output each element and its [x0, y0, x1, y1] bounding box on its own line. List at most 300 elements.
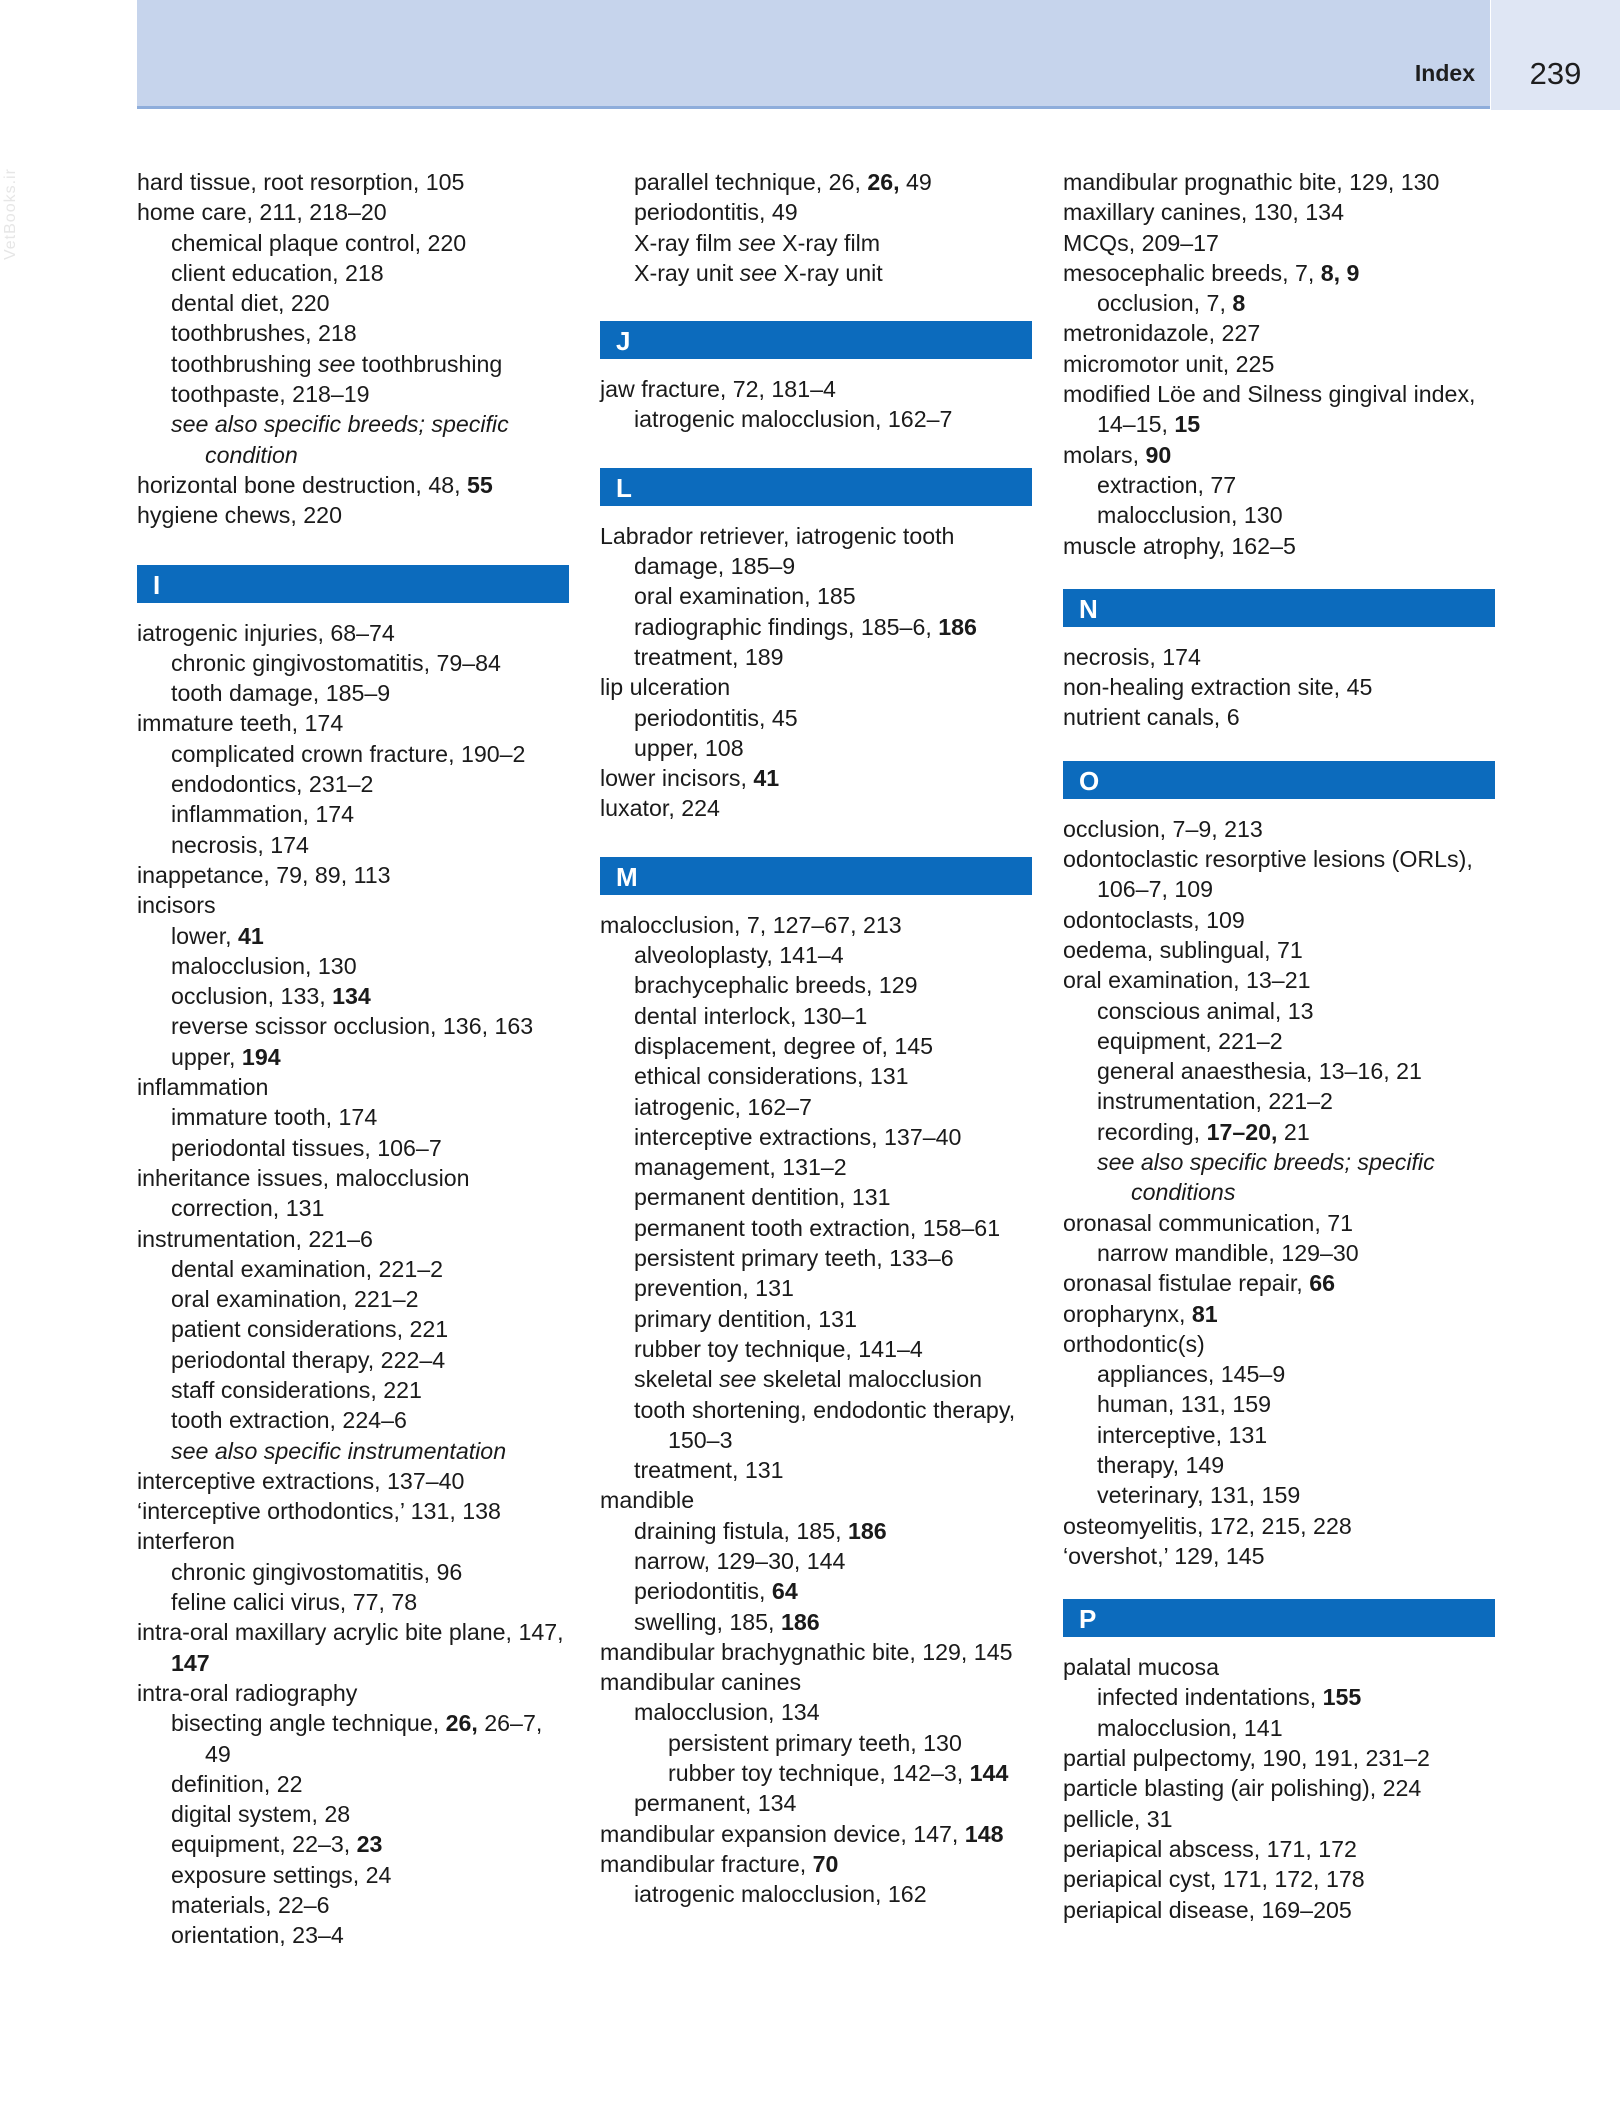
index-entry — [1063, 258, 1493, 288]
index-subentry — [137, 1920, 567, 1950]
entry-text: non-healing extraction site, 45 — [1063, 674, 1373, 701]
entry-text: rubber toy technique, 142–3, — [668, 1760, 970, 1787]
entry-text: alveoloplasty, 141–4 — [634, 942, 844, 969]
entry-text: 49 — [899, 169, 932, 195]
entry-text: 26–7, 49 — [205, 1710, 543, 1767]
entry-text: radiographic findings, 185–6, — [634, 613, 939, 640]
entry-text: patient considerations, 221 — [171, 1316, 449, 1343]
index-subentry — [1063, 1450, 1493, 1480]
entry-text: tooth extraction, 224–6 — [171, 1407, 407, 1434]
entry-text: skeletal malocclusion — [756, 1366, 982, 1393]
entry-text: rubber toy technique, 141–4 — [634, 1335, 923, 1362]
index-entry — [1063, 531, 1493, 561]
entry-text: iatrogenic injuries, 68–74 — [137, 619, 395, 646]
index-entry — [1063, 1268, 1493, 1298]
index-entry — [600, 1485, 1030, 1515]
index-subentry — [137, 1314, 567, 1344]
index-subentry — [1063, 1026, 1493, 1056]
index-column-1 — [137, 167, 567, 1951]
section-gap — [600, 824, 1030, 857]
section-gap — [600, 435, 1030, 468]
index-subentry — [600, 258, 1030, 288]
letter-heading-j: J — [600, 321, 1032, 359]
entry-text: oedema, sublingual, 71 — [1063, 936, 1303, 963]
entry-text: narrow mandible, 129–30 — [1097, 1239, 1359, 1266]
index-entry — [1063, 965, 1493, 995]
index-subentry — [137, 228, 567, 258]
cross-ref-italic: see — [739, 259, 778, 286]
index-subentry — [600, 1455, 1030, 1485]
index-entry — [1063, 1834, 1493, 1864]
entry-text: extraction, 77 — [1097, 471, 1237, 498]
index-subentry — [1063, 996, 1493, 1026]
index-entry — [137, 860, 567, 890]
section-gap — [600, 506, 1030, 521]
entry-text: therapy, 149 — [1097, 1451, 1225, 1478]
entry-text: X-ray film — [634, 229, 739, 256]
entry-text: mandibular prognathic bite, 129, 130 — [1063, 169, 1440, 195]
entry-text: ‘overshot,’ 129, 145 — [1063, 1542, 1265, 1569]
index-subentry — [600, 1182, 1030, 1212]
entry-text: equipment, 22–3, — [171, 1831, 357, 1858]
entry-text: necrosis, 174 — [1063, 643, 1201, 670]
entry-text: malocclusion, 7, 127–67, 213 — [600, 911, 902, 938]
index-subentry — [137, 830, 567, 860]
section-gap — [1063, 733, 1493, 761]
page-ref-bold: 186 — [847, 1517, 887, 1544]
entry-text: malocclusion, 130 — [1097, 502, 1283, 529]
entry-text: muscle atrophy, 162–5 — [1063, 532, 1296, 559]
entry-text: instrumentation, 221–2 — [1097, 1088, 1333, 1115]
entry-text: persistent primary teeth, 133–6 — [634, 1245, 954, 1272]
entry-text: recording, — [1097, 1118, 1207, 1145]
page-ref-bold: 70 — [812, 1850, 839, 1877]
entry-text: treatment, 189 — [634, 643, 784, 670]
entry-text: oronasal communication, 71 — [1063, 1209, 1354, 1236]
section-gap — [1063, 627, 1493, 642]
entry-text: upper, — [171, 1043, 242, 1070]
index-subentry — [600, 1788, 1030, 1818]
entry-text: mandibular brachygnathic bite, 129, 145 — [600, 1638, 1013, 1665]
letter-heading-m: M — [600, 857, 1032, 895]
watermark: VetBooks.ir — [2, 168, 19, 260]
header-band — [137, 0, 1490, 109]
entry-text: X-ray unit — [777, 259, 883, 286]
index-subentry — [137, 1254, 567, 1284]
entry-text: oral examination, 221–2 — [171, 1286, 419, 1313]
index-subentry — [137, 678, 567, 708]
entry-text: oral examination, 185 — [634, 583, 856, 610]
entry-text: dental examination, 221–2 — [171, 1255, 444, 1282]
entry-text: instrumentation, 221–6 — [137, 1225, 373, 1252]
index-entry — [137, 1526, 567, 1556]
index-entry — [137, 1617, 567, 1678]
entry-text: toothbrushing — [355, 350, 503, 377]
index-subentry — [600, 642, 1030, 672]
index-entry — [1063, 1299, 1493, 1329]
index-subentry — [1063, 288, 1493, 318]
index-entry — [600, 374, 1030, 404]
entry-text: mandibular expansion device, 147, — [600, 1820, 965, 1847]
index-subentry — [137, 921, 567, 951]
letter-heading-l: L — [600, 468, 1032, 506]
index-subentry — [137, 1708, 567, 1769]
entry-text: malocclusion, 130 — [171, 952, 357, 979]
page-ref-bold: 55 — [467, 471, 493, 498]
index-subentry — [600, 1758, 1030, 1788]
entry-text: horizontal bone destruction, 48, — [137, 471, 467, 498]
entry-text: staff considerations, 221 — [171, 1376, 422, 1403]
letter-heading-n: N — [1063, 589, 1495, 627]
entry-text: digital system, 28 — [171, 1801, 351, 1828]
index-entry — [1063, 197, 1493, 227]
entry-text: immature tooth, 174 — [171, 1104, 378, 1131]
page-ref-bold: 148 — [964, 1820, 1004, 1847]
page-ref-bold: 155 — [1322, 1684, 1362, 1711]
index-subentry — [600, 228, 1030, 258]
page-ref-bold: 26, — [445, 1710, 478, 1737]
index-entry — [137, 1163, 567, 1224]
entry-text: iatrogenic malocclusion, 162 — [634, 1881, 927, 1908]
index-subentry — [600, 733, 1030, 763]
entry-text: necrosis, 174 — [171, 831, 309, 858]
index-subentry — [600, 197, 1030, 227]
page-number: 239 — [1529, 56, 1582, 91]
cross-ref-italic: see also specific breeds; specific conditions — [1097, 1149, 1435, 1206]
index-subentry — [600, 1516, 1030, 1546]
entry-text: upper, 108 — [634, 734, 744, 761]
page-ref-bold: 64 — [771, 1578, 798, 1605]
index-subentry — [137, 1769, 567, 1799]
entry-text: immature teeth, 174 — [137, 710, 344, 737]
index-subentry — [137, 1557, 567, 1587]
index-subentry — [137, 1799, 567, 1829]
index-subentry — [137, 648, 567, 678]
index-entry — [137, 470, 567, 500]
entry-text: skeletal — [634, 1366, 720, 1393]
entry-text: pellicle, 31 — [1063, 1805, 1173, 1832]
section-gap — [137, 603, 567, 618]
index-subentry — [137, 1587, 567, 1617]
index-subentry — [600, 1213, 1030, 1243]
index-subentry — [600, 1001, 1030, 1031]
index-subentry — [137, 1860, 567, 1890]
index-entry — [1063, 642, 1493, 672]
entry-text: feline calici virus, 77, 78 — [171, 1589, 418, 1616]
entry-text: materials, 22–6 — [171, 1892, 330, 1919]
index-entry — [600, 1637, 1030, 1667]
page-ref-bold: 144 — [969, 1760, 1009, 1787]
index-entry — [1063, 1895, 1493, 1925]
page-ref-bold: 90 — [1145, 441, 1172, 468]
index-entry — [1063, 1864, 1493, 1894]
page-ref-bold: 15 — [1174, 411, 1201, 438]
entry-text: iatrogenic malocclusion, 162–7 — [634, 406, 953, 433]
index-subentry — [137, 951, 567, 981]
index-entry — [137, 1466, 567, 1496]
section-gap — [600, 288, 1030, 321]
entry-text: metronidazole, 227 — [1063, 320, 1261, 347]
entry-text: bisecting angle technique, — [171, 1710, 446, 1737]
entry-text: persistent primary teeth, 130 — [668, 1729, 962, 1756]
index-entry — [1063, 228, 1493, 258]
index-subentry — [600, 1697, 1030, 1727]
entry-text: interferon — [137, 1528, 235, 1555]
index-entry — [1063, 1743, 1493, 1773]
index-subentry — [600, 1576, 1030, 1606]
index-subentry — [137, 1345, 567, 1375]
index-subentry — [137, 318, 567, 348]
page-ref-bold: 26, — [867, 169, 900, 195]
index-subentry — [600, 404, 1030, 434]
entry-text: interceptive extractions, 137–40 — [137, 1467, 465, 1494]
index-subentry — [600, 612, 1030, 642]
index-subentry — [600, 581, 1030, 611]
index-subentry — [600, 1334, 1030, 1364]
index-entry — [137, 708, 567, 738]
index-subentry — [137, 1042, 567, 1072]
index-subentry — [1063, 1359, 1493, 1389]
index-subentry — [1063, 1389, 1493, 1419]
entry-text: mandibular canines — [600, 1669, 802, 1696]
index-subentry — [137, 799, 567, 829]
entry-text: X-ray film — [775, 229, 881, 256]
entry-text: general anaesthesia, 13–16, 21 — [1097, 1058, 1422, 1085]
entry-text: complicated crown fracture, 190–2 — [171, 740, 526, 767]
index-subentry — [1063, 1713, 1493, 1743]
entry-text: oral examination, 13–21 — [1063, 967, 1311, 994]
index-subentry — [600, 1395, 1030, 1456]
page-ref-bold: 66 — [1309, 1270, 1335, 1297]
letter-heading-i: I — [137, 565, 569, 603]
entry-text: periodontal therapy, 222–4 — [171, 1346, 446, 1373]
index-entry — [600, 910, 1030, 940]
entry-text: brachycephalic breeds, 129 — [634, 972, 918, 999]
index-entry — [600, 1667, 1030, 1697]
entry-text: chronic gingivostomatitis, 96 — [171, 1558, 463, 1585]
index-column-3 — [1063, 167, 1493, 1925]
index-subentry — [600, 940, 1030, 970]
index-subentry — [600, 970, 1030, 1000]
index-entry — [1063, 379, 1493, 440]
entry-text: oronasal fistulae repair, — [1063, 1270, 1310, 1297]
entry-text: hygiene chews, 220 — [137, 502, 342, 529]
entry-text: oropharynx, — [1063, 1300, 1192, 1327]
entry-text: periapical cyst, 171, 172, 178 — [1063, 1866, 1365, 1893]
entry-text: permanent tooth extraction, 158–61 — [634, 1214, 1001, 1241]
entry-text: equipment, 221–2 — [1097, 1027, 1283, 1054]
entry-text: periodontitis, 49 — [634, 199, 798, 226]
entry-text: toothpaste, 218–19 — [171, 381, 370, 408]
entry-text: endodontics, 231–2 — [171, 771, 374, 798]
index-subentry — [1063, 1420, 1493, 1450]
entry-text: Labrador retriever, iatrogenic tooth damage, 185–9 — [600, 522, 955, 580]
index-subentry — [600, 1546, 1030, 1576]
index-subentry — [600, 167, 1030, 197]
index-entry — [1063, 440, 1493, 470]
index-subentry — [1063, 1147, 1493, 1208]
index-subentry — [600, 1304, 1030, 1334]
entry-text: micromotor unit, 225 — [1063, 350, 1275, 377]
section-gap — [1063, 561, 1493, 589]
entry-text: particle blasting (air polishing), 224 — [1063, 1775, 1422, 1802]
index-entry — [137, 1224, 567, 1254]
entry-text: periodontal tissues, 106–7 — [171, 1134, 442, 1161]
entry-text: mesocephalic breeds, 7, — [1063, 259, 1321, 286]
index-subentry — [137, 1890, 567, 1920]
section-gap — [137, 531, 567, 565]
entry-text: primary dentition, 131 — [634, 1305, 857, 1332]
entry-text: tooth shortening, endodontic therapy, 150–3 — [634, 1396, 1016, 1453]
letter-heading-o: O — [1063, 761, 1495, 799]
entry-text: mandible — [600, 1487, 695, 1514]
index-entry — [137, 890, 567, 920]
entry-text: periodontitis, 45 — [634, 704, 798, 731]
entry-text: treatment, 131 — [634, 1457, 784, 1484]
index-subentry — [1063, 1086, 1493, 1116]
entry-text: inflammation, 174 — [171, 801, 355, 828]
index-subentry — [600, 1364, 1030, 1394]
entry-text: hard tissue, root resorption, 105 — [137, 169, 465, 195]
entry-text: modified Löe and Silness gingival index, 14–15, — [1063, 381, 1476, 438]
cross-ref-italic: see also specific breeds; specific condition — [171, 411, 509, 468]
entry-text: nutrient canals, 6 — [1063, 704, 1240, 731]
index-entry — [1063, 1773, 1493, 1803]
page-ref-bold: 23 — [356, 1831, 383, 1858]
cross-ref-italic: see — [738, 229, 776, 256]
index-entry — [1063, 702, 1493, 732]
page-ref-bold: 147 — [171, 1649, 210, 1676]
entry-text: veterinary, 131, 159 — [1097, 1482, 1301, 1509]
index-subentry — [137, 739, 567, 769]
entry-text: ethical considerations, 131 — [634, 1063, 909, 1090]
section-gap — [1063, 799, 1493, 814]
index-entry — [1063, 318, 1493, 348]
index-subentry — [137, 288, 567, 318]
index-entry — [1063, 1652, 1493, 1682]
entry-text: infected indentations, — [1097, 1684, 1323, 1711]
section-gap — [600, 359, 1030, 374]
index-subentry — [1063, 470, 1493, 500]
entry-text: displacement, degree of, 145 — [634, 1032, 934, 1059]
index-subentry — [600, 1061, 1030, 1091]
entry-text: malocclusion, 134 — [634, 1699, 820, 1726]
page-ref-bold: 186 — [780, 1608, 820, 1635]
entry-text: management, 131–2 — [634, 1154, 847, 1181]
entry-text: mandibular fracture, — [600, 1850, 813, 1877]
entry-text: conscious animal, 13 — [1097, 997, 1314, 1024]
entry-text: client education, 218 — [171, 259, 384, 286]
section-gap — [1063, 1637, 1493, 1652]
entry-text: occlusion, 7, — [1097, 290, 1233, 317]
index-entry — [1063, 814, 1493, 844]
index-subentry — [137, 1829, 567, 1859]
index-entry — [1063, 672, 1493, 702]
page-ref-bold: 194 — [241, 1043, 281, 1070]
entry-text: partial pulpectomy, 190, 191, 231–2 — [1063, 1745, 1430, 1772]
entry-text: intra-oral maxillary acrylic bite plane, 147, — [137, 1619, 564, 1646]
index-entry — [1063, 1804, 1493, 1834]
index-entry — [137, 618, 567, 648]
page-ref-bold: 17–20, — [1206, 1118, 1278, 1145]
index-entry — [1063, 349, 1493, 379]
entry-text: palatal mucosa — [1063, 1654, 1219, 1681]
entry-text: occlusion, 7–9, 213 — [1063, 815, 1263, 842]
index-entry — [1063, 905, 1493, 935]
entry-text: tooth damage, 185–9 — [171, 680, 391, 707]
index-entry — [137, 1072, 567, 1102]
entry-text: chronic gingivostomatitis, 79–84 — [171, 649, 501, 676]
index-entry — [1063, 844, 1493, 905]
index-entry — [137, 500, 567, 530]
index-subentry — [137, 1436, 567, 1466]
index-subentry — [600, 1607, 1030, 1637]
index-subentry — [600, 1728, 1030, 1758]
index-entry — [600, 1849, 1030, 1879]
section-gap — [1063, 1571, 1493, 1599]
entry-text: permanent dentition, 131 — [634, 1184, 891, 1211]
index-entry — [600, 521, 1030, 582]
index-subentry — [137, 379, 567, 409]
entry-text: narrow, 129–30, 144 — [634, 1547, 846, 1574]
index-subentry — [137, 1405, 567, 1435]
index-subentry — [1063, 1480, 1493, 1510]
entry-text: inflammation — [137, 1074, 269, 1101]
entry-text: lower, — [171, 922, 239, 949]
entry-text: intra-oral radiography — [137, 1679, 358, 1706]
page-ref-bold: 81 — [1191, 1300, 1218, 1327]
index-entry — [600, 672, 1030, 702]
entry-text: periapical disease, 169–205 — [1063, 1896, 1352, 1923]
entry-text: molars, — [1063, 441, 1146, 468]
entry-text: osteomyelitis, 172, 215, 228 — [1063, 1512, 1352, 1539]
index-subentry — [137, 258, 567, 288]
index-subentry — [137, 1102, 567, 1132]
index-subentry — [600, 1879, 1030, 1909]
index-subentry — [600, 1092, 1030, 1122]
index-subentry — [1063, 1682, 1493, 1712]
cross-ref-italic: see — [719, 1366, 757, 1393]
index-subentry — [137, 1284, 567, 1314]
index-subentry — [137, 981, 567, 1011]
entry-text: parallel technique, 26, — [634, 169, 868, 195]
index-subentry — [1063, 1238, 1493, 1268]
index-subentry — [1063, 1117, 1493, 1147]
entry-text: interceptive, 131 — [1097, 1421, 1268, 1448]
entry-text: exposure settings, 24 — [171, 1861, 392, 1888]
entry-text: swelling, 185, — [634, 1608, 781, 1635]
index-column-2 — [600, 167, 1030, 1910]
entry-text: orthodontic(s) — [1063, 1330, 1205, 1357]
index-subentry — [137, 409, 567, 470]
index-entry — [600, 793, 1030, 823]
entry-text: appliances, 145–9 — [1097, 1361, 1286, 1388]
index-subentry — [137, 349, 567, 379]
index-subentry — [137, 1011, 567, 1041]
entry-text: reverse scissor occlusion, 136, 163 — [171, 1013, 534, 1040]
index-entry — [1063, 1329, 1493, 1359]
section-gap — [600, 895, 1030, 910]
index-subentry — [1063, 500, 1493, 530]
index-subentry — [137, 1133, 567, 1163]
entry-text: toothbrushing — [171, 350, 318, 377]
index-subentry — [137, 769, 567, 799]
index-entry — [1063, 1208, 1493, 1238]
index-entry — [137, 167, 567, 197]
index-entry — [137, 1496, 567, 1526]
letter-heading-p: P — [1063, 1599, 1495, 1637]
cross-ref-italic: see also specific instrumentation — [171, 1437, 507, 1464]
